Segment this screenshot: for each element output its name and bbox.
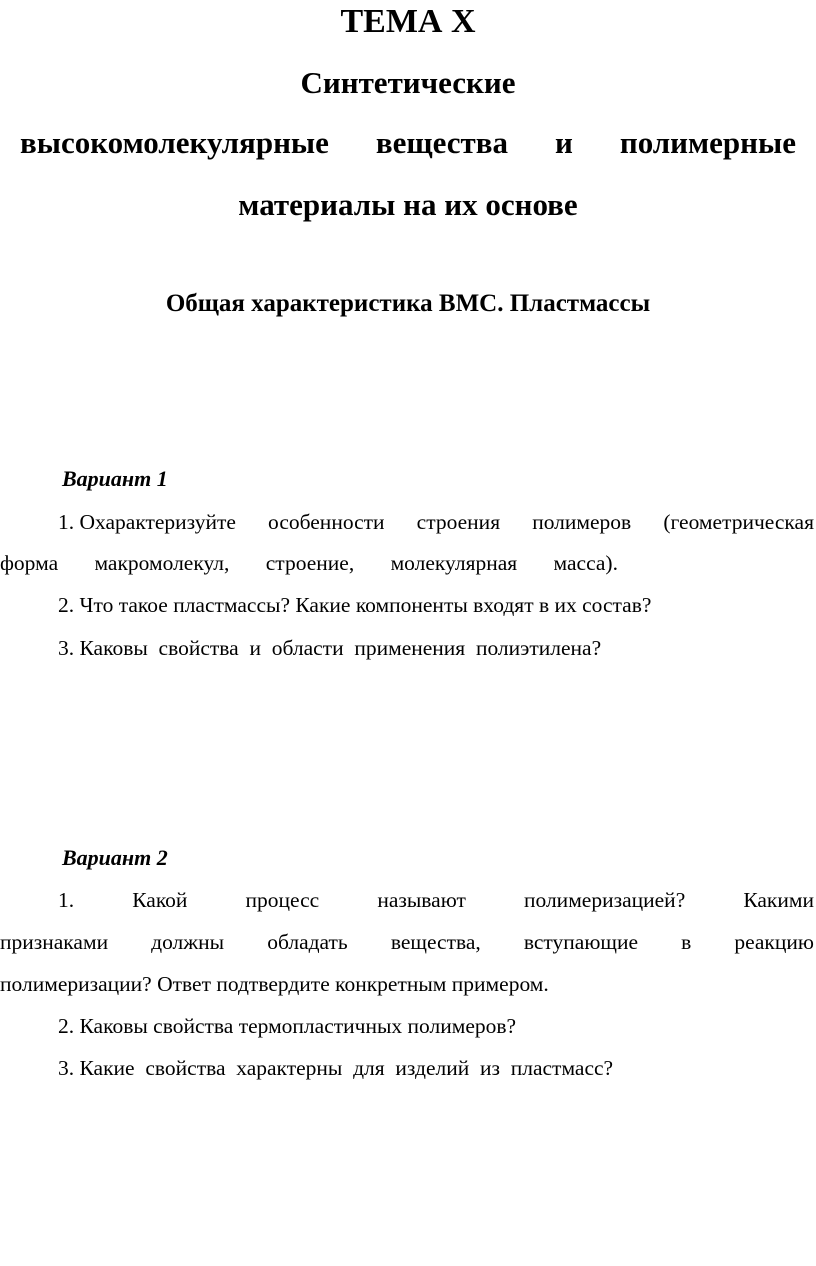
- word: 1. Охарактеризуйте: [58, 510, 236, 534]
- word: вступающие: [523, 930, 638, 954]
- word: строение,: [265, 551, 355, 575]
- variant-2-question-1-line-1: [58, 886, 814, 914]
- word: Какими: [743, 888, 814, 912]
- title-word: вещества: [375, 125, 508, 160]
- word: признаками: [0, 930, 109, 954]
- word: Какой: [132, 888, 188, 912]
- variant-2-heading: Вариант 2: [62, 845, 168, 870]
- word: полимеров: [532, 510, 632, 534]
- title-line-3: материалы на их основе: [238, 187, 578, 222]
- word: процесс: [245, 888, 320, 912]
- word: макромолекул,: [94, 551, 230, 575]
- variant-1-heading: Вариант 1: [62, 466, 168, 491]
- word: строения: [416, 510, 501, 534]
- word: полимеризацией?: [523, 888, 686, 912]
- word: называют: [377, 888, 466, 912]
- word: обладать: [267, 930, 348, 954]
- variant-1-question-1-line-2: [0, 549, 618, 577]
- variant-1-question-3: 3. Каковы свойства и области применения полиэтилена?: [58, 636, 602, 660]
- title-word: высокомолекулярные: [20, 125, 329, 160]
- word: должны: [151, 930, 225, 954]
- word: 1.: [58, 888, 75, 912]
- word: (геометрическая: [663, 510, 814, 534]
- title-line-1: Синтетические: [300, 65, 516, 100]
- title-word: и: [554, 125, 573, 160]
- topic-heading: ТЕМА Х: [340, 3, 476, 40]
- variant-2-question-2: 2. Каковы свойства термопластичных полимеров?: [58, 1014, 517, 1038]
- word: вещества,: [390, 930, 481, 954]
- variant-2-question-1-line-3: полимеризации? Ответ подтвердите конкретным примером.: [0, 972, 549, 996]
- variant-2-question-3: 3. Какие свойства характерны для изделий из пластмасс?: [58, 1056, 614, 1080]
- word: форма: [0, 551, 59, 575]
- variant-1-question-2: 2. Что такое пластмассы? Какие компоненты входят в их состав?: [58, 593, 652, 617]
- word: масса).: [553, 551, 618, 575]
- word: особенности: [268, 510, 385, 534]
- title-word: полимерные: [619, 125, 796, 160]
- word: молекулярная: [390, 551, 518, 575]
- word: в: [681, 930, 692, 954]
- variant-2-question-1-line-2: [0, 928, 814, 956]
- section-subtitle: Общая характеристика ВМС. Пластмассы: [165, 290, 651, 317]
- variant-1-question-1-line-1: [58, 508, 814, 536]
- title-line-2: [20, 124, 796, 162]
- word: реакцию: [734, 930, 814, 954]
